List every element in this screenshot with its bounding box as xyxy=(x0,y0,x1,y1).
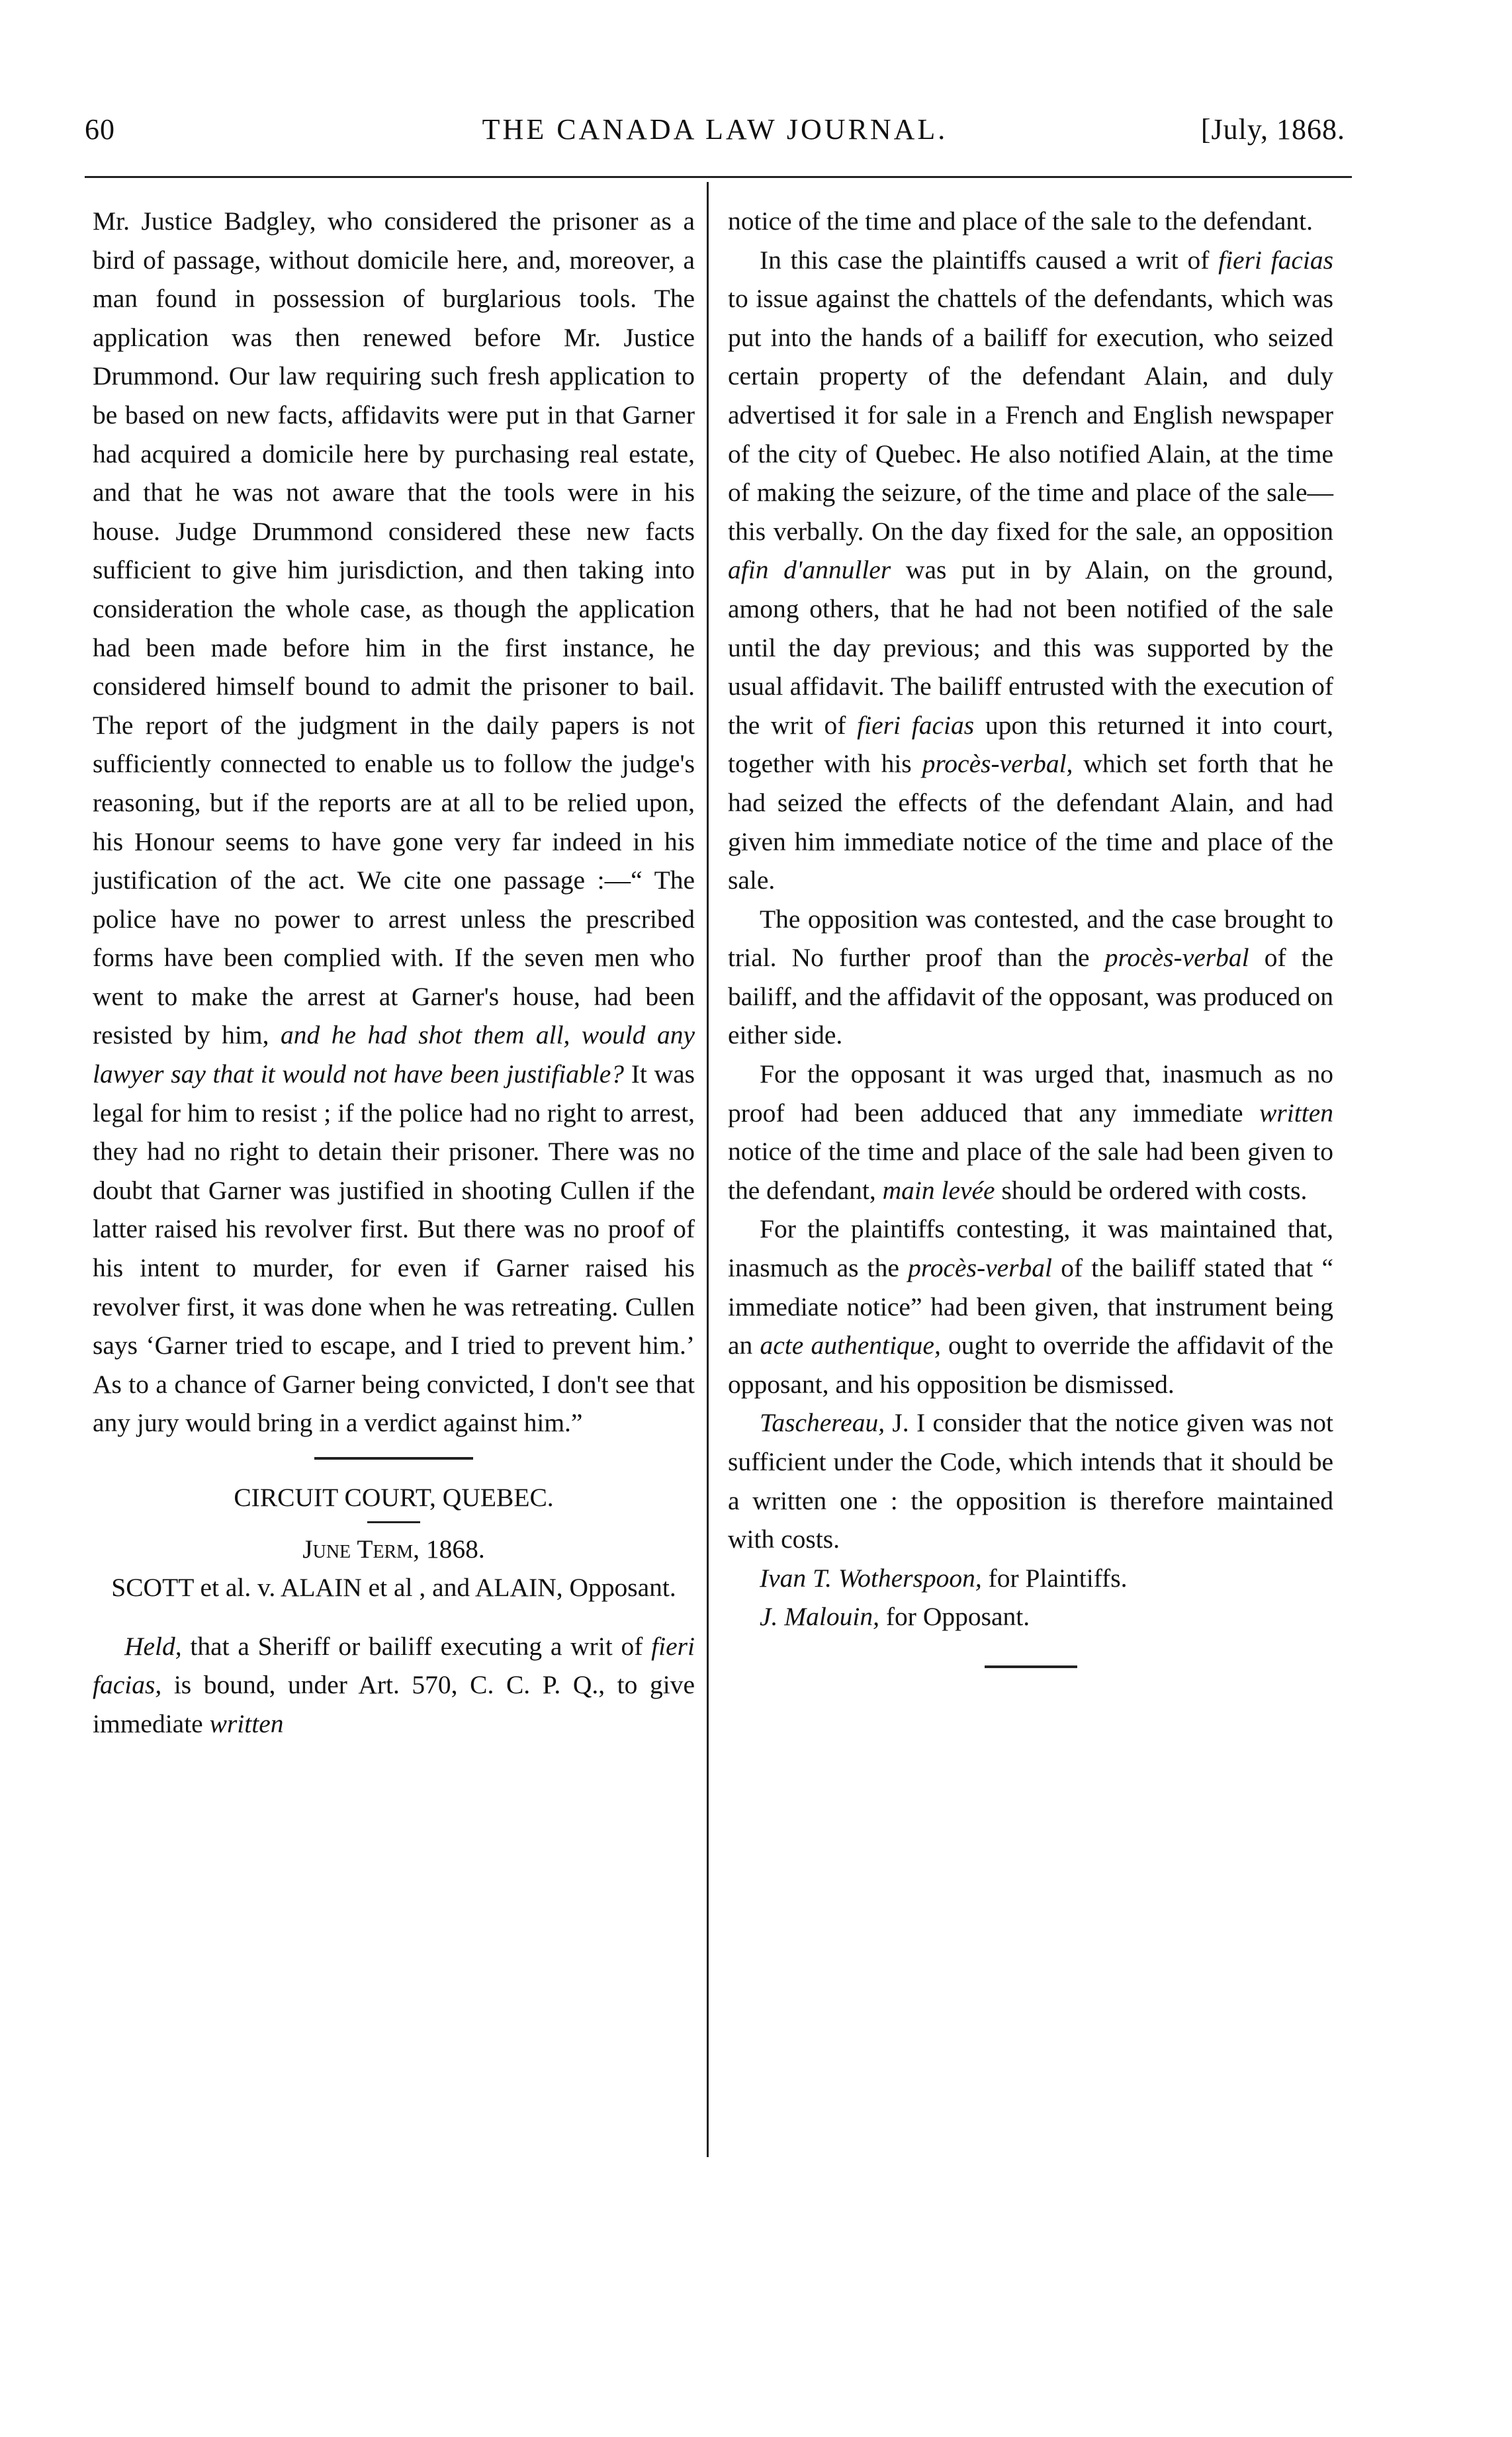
section-rule xyxy=(314,1457,473,1460)
headnote: Held, that a Sheriff or bailiff executing a writ of fieri facias, is bound, under Art. 570, C. C. P. Q., to give immediate written xyxy=(93,1631,695,1738)
court-rule xyxy=(367,1521,420,1523)
court-heading: CIRCUIT COURT, QUEBEC. xyxy=(234,1483,554,1512)
issue-date: [July, 1868. xyxy=(1200,113,1345,146)
page-number: 60 xyxy=(85,113,115,146)
right-paragraph-1: In this case the plaintiffs caused a writ of fieri facias to issue against the chattels of the defendants, which was put into the hands of a bailiff for execution, who seized certain property of the defendant Alain, and duly advertised it for sale in a French and English newspaper of the city of Quebec. He also notified Alain, at the time of making the seizure, of the time and place of the sale—this verbally. On the day fixed for the sale, an opposition afin d'annuller was put in by Alain, on the ground, among others, that he had not been notified of the sale until the day previous; and this was supported by the usual affidavit. The bailiff entrusted with the execution of the writ of fieri facias upon this returned it into court, together with his procès-verbal, which set forth that he had seized the effects of the defendant Alain, and had given him immediate notice of the time and place of the sale. xyxy=(728,245,1334,895)
left-paragraph-1: Mr. Justice Badgley, who considered the prisoner as a bird of passage, without domicile here, and, moreover, a man found in possession of burglarious tools. The application was then renewed before Mr. Justice Drummond. Our law requiring such fresh application to be based on new facts, affidavits were put in that Garner had acquired a domicile here by purchasing real estate, and that he was not aware that the tools were in his house. Judge Drummond considered these new facts sufficient to give him jurisdiction, and then taking into consideration the whole case, as though the application had been made before him in the first instance, he considered himself bound to admit the prisoner to bail. The report of the judgment in the daily papers is not sufficiently connected to enable us to follow the judge's reasoning, but if the reports are at all to be relied upon, his Honour seems to have gone very far indeed in his justification of the act. We cite one passage :—“ The police have no power to arrest unless the prescribed forms have been complied with. If the seven men who went to make the arrest at Garner's house, had been resisted by him, and he had shot them all, would any lawyer say that it would not have been justifiable? It was legal for him to resist ; if the police had no right to arrest, they had no right to detain their prisoner. There was no doubt that Garner was justified in shooting Cullen if the latter raised his revolver first. But there was no proof of his intent to murder, for even if Garner raised his revolver first, it was done when he was retreating. Cullen says ‘Garner tried to escape, and I tried to prevent him.’ As to a chance of Garner being convicted, I don't see that any jury would bring in a verdict against him.” xyxy=(93,206,695,1438)
counsel-plaintiffs: Ivan T. Wotherspoon, for Plaintiffs. xyxy=(760,1563,1128,1593)
right-paragraph-4: For the plaintiffs contesting, it was maintained that, inasmuch as the procès-verbal of the bailiff stated that “ immediate notice” had been given, that instrument being an acte authentique, ought to override the affidavit of the opposant, and his opposition be dismissed. xyxy=(728,1214,1333,1399)
term-heading: June Term, 1868. xyxy=(302,1534,485,1564)
journal-title: THE CANADA LAW JOURNAL. xyxy=(482,113,948,146)
left-column xyxy=(93,202,695,1744)
column-divider xyxy=(707,182,709,2157)
right-column xyxy=(728,202,1333,1687)
running-header xyxy=(85,112,1345,159)
judgment-paragraph: Taschereau, J. I consider that the notice given was not sufficient under the Code, which intends that it should be a written one : the opposition is therefore maintained with costs. xyxy=(728,1408,1333,1554)
right-paragraph-0: notice of the time and place of the sale to the defendant. xyxy=(728,206,1313,236)
case-title: SCOTT et al. v. ALAIN et al , and ALAIN, Opposant. xyxy=(111,1573,676,1603)
counsel-opposant: J. Malouin, for Opposant. xyxy=(760,1602,1030,1632)
end-rule xyxy=(985,1665,1077,1668)
header-rule xyxy=(85,176,1352,178)
right-paragraph-3: For the opposant it was urged that, inasmuch as no proof had been adduced that any immediate written notice of the time and place of the sale had been given to the defendant, main levée should be ordered with costs. xyxy=(728,1059,1333,1205)
right-paragraph-2: The opposition was contested, and the case brought to trial. No further proof than the procès-verbal of the bailiff, and the affidavit of the opposant, was produced on either side. xyxy=(728,904,1333,1050)
